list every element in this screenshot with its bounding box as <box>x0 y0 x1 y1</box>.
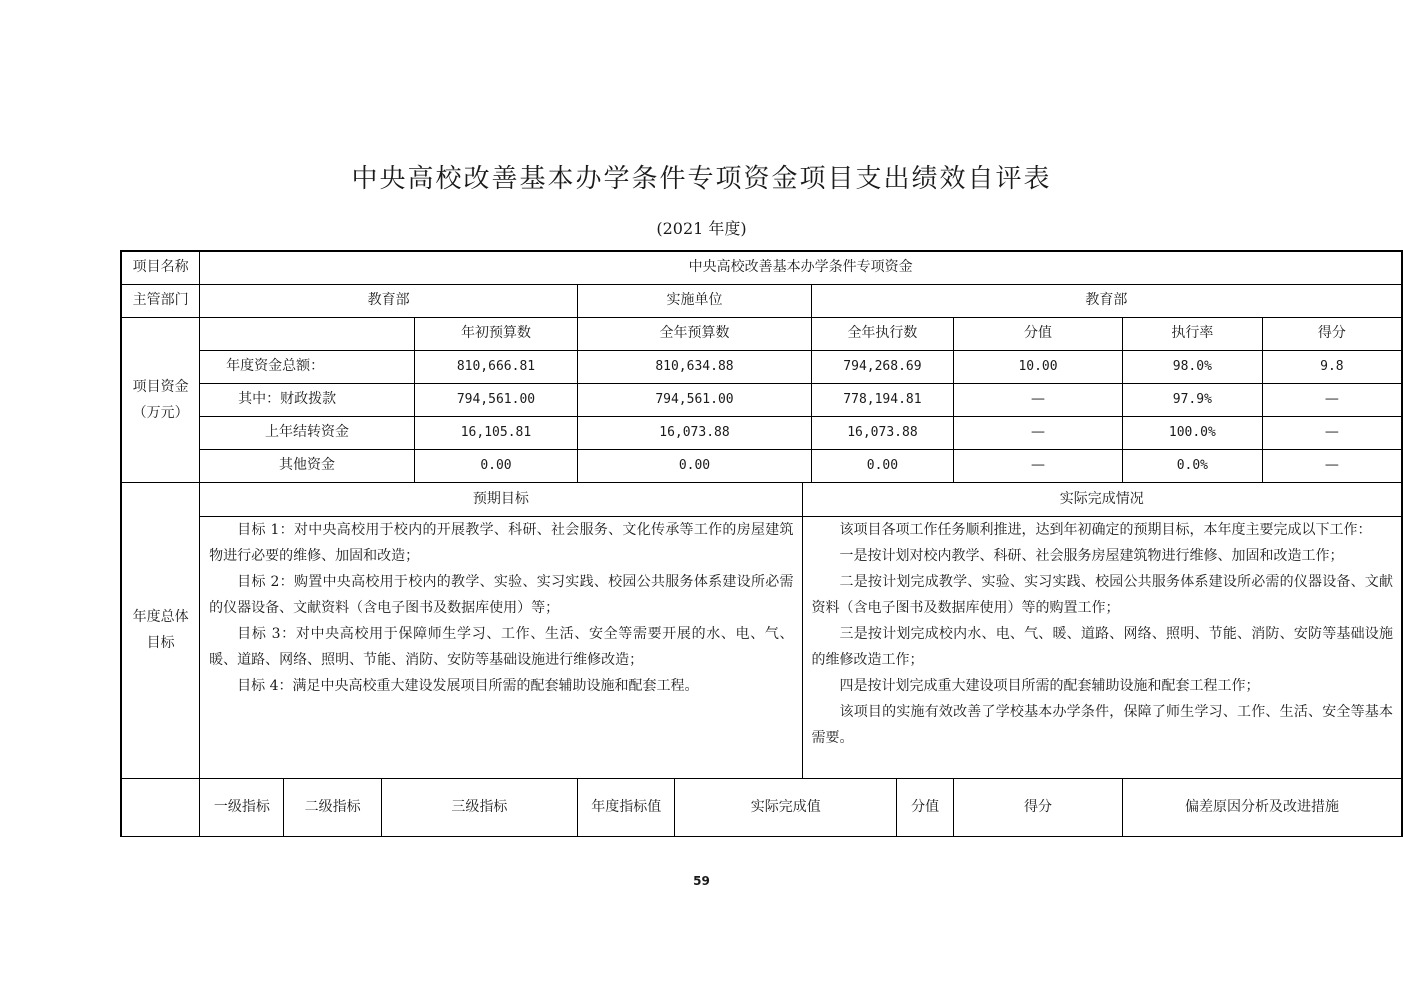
expected-goal-3: 目标 3：对中央高校用于保障师生学习、工作、生活、安全等需要开展的水、电、气、暖、道路、网络、照明、节能、消防、安防等基础设施进行维修改造； <box>209 625 794 668</box>
indicators-header-row <box>121 778 1402 836</box>
expected-goals-text <box>200 516 802 778</box>
actual-completion-text <box>802 516 1402 778</box>
expected-goals-header: 预期目标 <box>200 482 802 516</box>
funds-header-score-value: 分值 <box>954 317 1123 350</box>
funds-header-initial: 年初预算数 <box>414 317 577 350</box>
funds-header-score: 得分 <box>1262 317 1402 350</box>
funds-initial: 0.00 <box>414 449 577 482</box>
deviation-analysis-header: 偏差原因分析及改进措施 <box>1122 778 1402 836</box>
funds-score-value: — <box>954 449 1123 482</box>
annual-target-header: 年度指标值 <box>578 778 675 836</box>
score-value-header: 分值 <box>897 778 954 836</box>
funds-score-value: 10.00 <box>954 350 1123 383</box>
indicator-level2-header: 二级指标 <box>284 778 381 836</box>
funds-score-value: — <box>954 416 1123 449</box>
funds-score: — <box>1262 449 1402 482</box>
funds-row-name: 上年结转资金 <box>200 416 415 449</box>
funds-score: — <box>1262 383 1402 416</box>
funds-row-fiscal <box>121 383 1402 416</box>
funds-row-name: 年度资金总额： <box>200 350 415 383</box>
funds-annual: 16,073.88 <box>578 416 812 449</box>
expected-goal-2: 目标 2：购置中央高校用于校内的教学、实验、实习实践、校园公共服务体系建设所必需的仪器设备、文献资料（含电子图书及数据库使用）等； <box>209 573 794 616</box>
funds-executed: 0.00 <box>811 449 953 482</box>
funds-executed: 778,194.81 <box>811 383 953 416</box>
actual-item-3: 三是按计划完成校内水、电、气、暖、道路、网络、照明、节能、消防、安防等基础设施的维修改造工作； <box>811 625 1393 668</box>
funds-header-annual: 全年预算数 <box>578 317 812 350</box>
funds-row-total <box>121 350 1402 383</box>
funds-initial: 16,105.81 <box>414 416 577 449</box>
page-number: 59 <box>693 874 710 888</box>
funds-executed: 16,073.88 <box>811 416 953 449</box>
year-subtitle: (2021 年度) <box>656 219 747 238</box>
funds-rate: 0.0% <box>1122 449 1262 482</box>
funds-score-value: — <box>954 383 1123 416</box>
funds-annual: 0.00 <box>578 449 812 482</box>
funds-score: — <box>1262 416 1402 449</box>
actual-item-intro: 该项目各项工作任务顺利推进，达到年初确定的预期目标，本年度主要完成以下工作： <box>839 521 1372 538</box>
funds-header-executed: 全年执行数 <box>811 317 953 350</box>
performance-table <box>120 250 1403 837</box>
expected-goal-4: 目标 4：满足中央高校重大建设发展项目所需的配套辅助设施和配套工程。 <box>237 677 699 694</box>
funds-executed: 794,268.69 <box>811 350 953 383</box>
funds-row-carryover <box>121 416 1402 449</box>
funds-initial: 794,561.00 <box>414 383 577 416</box>
funds-row-other <box>121 449 1402 482</box>
funds-annual: 794,561.00 <box>578 383 812 416</box>
funds-score: 9.8 <box>1262 350 1402 383</box>
funds-annual: 810,634.88 <box>578 350 812 383</box>
goals-header-row <box>121 482 1402 516</box>
row-project-name <box>121 251 1402 284</box>
actual-value-header: 实际完成值 <box>675 778 897 836</box>
funds-rate: 97.9% <box>1122 383 1262 416</box>
implementing-unit-label: 实施单位 <box>578 284 812 317</box>
funds-row-name: 其他资金 <box>200 449 415 482</box>
funds-header-row <box>121 317 1402 350</box>
funds-label: 项目资金（万元） <box>121 317 200 482</box>
actual-item-4: 四是按计划完成重大建设项目所需的配套辅助设施和配套工程工作； <box>839 677 1260 694</box>
funds-initial: 810,666.81 <box>414 350 577 383</box>
funds-rate: 98.0% <box>1122 350 1262 383</box>
goals-content-row <box>121 516 1402 778</box>
funds-header-rate: 执行率 <box>1122 317 1262 350</box>
implementing-unit-value: 教育部 <box>811 284 1402 317</box>
annual-goals-label: 年度总体目标 <box>121 482 200 778</box>
funds-header-blank <box>200 317 415 350</box>
score-header: 得分 <box>954 778 1123 836</box>
department-label: 主管部门 <box>121 284 200 317</box>
actual-item-2: 二是按计划完成教学、实验、实习实践、校园公共服务体系建设所必需的仪器设备、文献资料（含电子图书及数据库使用）等的购置工作； <box>811 573 1393 616</box>
actual-item-1: 一是按计划对校内教学、科研、社会服务房屋建筑物进行维修、加固和改造工作； <box>839 547 1344 564</box>
indicator-level1-header: 一级指标 <box>200 778 284 836</box>
indicator-level3-header: 三级指标 <box>381 778 577 836</box>
department-value: 教育部 <box>200 284 578 317</box>
actual-item-summary: 该项目的实施有效改善了学校基本办学条件，保障了师生学习、工作、生活、安全等基本需要。 <box>811 703 1393 746</box>
project-name-label: 项目名称 <box>121 251 200 284</box>
page-title: 中央高校改善基本办学条件专项资金项目支出绩效自评表 <box>351 164 1052 194</box>
funds-rate: 100.0% <box>1122 416 1262 449</box>
expected-goal-1: 目标 1：对中央高校用于校内的开展教学、科研、社会服务、文化传承等工作的房屋建筑物进行必要的维修、加固和改造； <box>209 521 794 564</box>
project-name-value: 中央高校改善基本办学条件专项资金 <box>200 251 1402 284</box>
indicators-label-blank <box>121 778 200 836</box>
actual-completion-header: 实际完成情况 <box>802 482 1402 516</box>
row-department <box>121 284 1402 317</box>
funds-row-name: 其中：财政拨款 <box>200 383 415 416</box>
